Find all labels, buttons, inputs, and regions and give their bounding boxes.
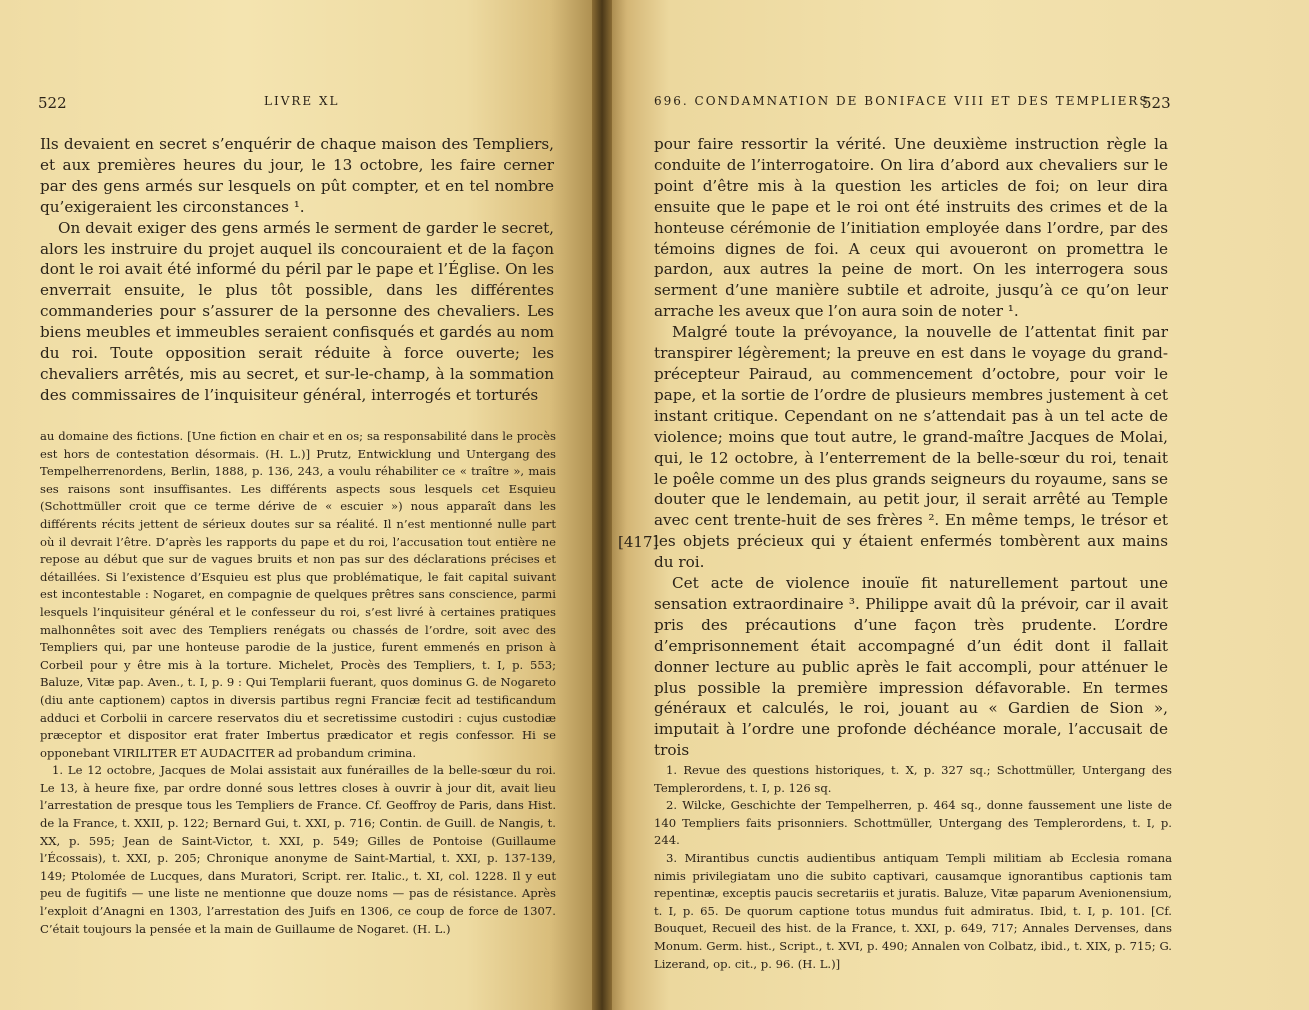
right-footnote-3: 3. Mirantibus cunctis audientibus antiquam Templi militiam ab Ecclesia romana nimis privilegiatam uno die subito captivari, causamque ignorantibus captionis tam repentinæ, exceptis paucis secretariis et juratis. Baluze, Vitæ paparum Avenionensium, t. I, p. 65. De quorum captione totus mundus fuit admiratus. Ibid, t. I, p. 101. [Cf. Bouquet, Recueil des hist. de la France, t. XXI, p. 649, 717; Annales Dervenses, dans Monum. Germ. hist., Script., t. XVI, p. 490; Annalen von Colbatz, ibid., t. XIX, p. 715; G. Lizerand, op. cit., p. 96. (H. L.)] bbox=[654, 850, 1172, 971]
right-body-text bbox=[654, 134, 1168, 761]
left-body-text bbox=[40, 134, 554, 406]
right-page bbox=[606, 0, 1309, 1010]
right-footnote-1: 1. Revue des questions historiques, t. X, p. 327 sq.; Schottmüller, Untergang des Templerordens, t. I, p. 126 sq. bbox=[654, 763, 1172, 795]
right-footnote-2: 2. Wilcke, Geschichte der Tempelherren, p. 464 sq., donne faussement une liste de 140 Templiers faits prisonniers. Schottmüller, Untergang des Templerordens, t. I, p. 244. bbox=[654, 798, 1172, 848]
margin-page-reference: [417] bbox=[618, 533, 659, 551]
right-paragraph-2: Malgré toute la prévoyance, la nouvelle de l’attentat finit par transpirer légèrement; la preuve en est dans le voyage du grand-précepteur Pairaud, au commencement d’octobre, pour voir le pape, et la sortie de l’ordre de plusieurs membres justement à cet instant critique. Cependant on ne s’attendait pas à un tel acte de violence; moins que tout autre, le grand-maître Jacques de Molai, qui, le 12 octobre, à l’enterrement de la belle-sœur du roi, tenait le poêle comme un des plus grands seigneurs du royaume, sans se douter que le lendemain, au petit jour, il serait arrêté au Temple avec cent trente-huit de ses frères ². En même temps, le trésor et les objets précieux qui y étaient enfermés tombèrent aux mains du roi. bbox=[654, 323, 1168, 572]
book-gutter bbox=[592, 0, 612, 1010]
right-paragraph-1: pour faire ressortir la vérité. Une deuxième instruction règle la conduite de l’interrogatoire. On lira d’abord aux chevaliers sur le point d’être mis à la question les articles de foi; on leur dira ensuite que le pape et le roi ont été instruits des crimes et de la honteuse cérémonie de l’initiation employée dans l’ordre, par des témoins dignes de foi. A ceux qui avoueront on promettra le pardon, aux autres la peine de mort. On les interrogera sous serment d’une manière subtile et adroite, jusqu’à ce qu’on leur arrache les aveux que l’on aura soin de noter ¹. bbox=[654, 135, 1168, 321]
left-footnote-continued: au domaine des fictions. [Une fiction en chair et en os; sa responsabilité dans le procès est hors de contestation désormais. (H. L.)] Prutz, Entwicklung und Untergang des Tempelherrenordens, Berlin, 1888, p. 136, 243, a voulu réhabiliter ce « traître », mais ses raisons sont insuffisantes. Les différents aspects sous lesquels cet Esquieu (Schottmüller croit que ce terme dérive de « escuier ») nous apparaît dans les différents récits jettent de sérieux doutes sur sa réalité. Il n’est mentionné nulle part où il devrait l’être. D’après les rapports du pape et du roi, l’accusation tout entière ne repose au début que sur de vagues bruits et non pas sur des déclarations précises et détaillées. Si l’existence d’Esquieu est plus que problématique, le fait capital suivant est incontestable : Nogaret, en compagnie de quelques prêtres sans conscience, parmi lesquels l’inquisiteur général et le confesseur du roi, s’est livré à certaines pratiques malhonnêtes soit avec des Templiers renégats ou chassés de l’ordre, soit avec des Templiers qui, par une honteuse parodie de la justice, furent emmenés en prison à Corbeil pour y être mis à la torture. Michelet, Procès des Templiers, t. I, p. 553; Baluze, Vitæ pap. Aven., t. I, p. 9 : Qui Templarii fuerant, quos dominus G. de Nogareto (diu ante captionem) captos in diversis partibus regni Franciæ fecit ad testificandum adduci et Corbolii in carcere reservatos diu et secretissime custodiri : cujus custodiæ præceptor et dispositor erat frater Imbertus prædicator et regis confessor. Hi se opponebant VIRILITER ET AUDACITER ad probandum crimina. bbox=[40, 429, 556, 760]
left-footnote-1: 1. Le 12 octobre, Jacques de Molai assistait aux funérailles de la belle-sœur du roi. Le 13, à heure fixe, par ordre donné sous lettres closes à ouvrir à jour dit, avait lieu l’arrestation de presque tous les Templiers de France. Cf. Geoffroy de Paris, dans Hist. de la France, t. XXII, p. 122; Bernard Gui, t. XXI, p. 716; Contin. de Guill. de Nangis, t. XX, p. 595; Jean de Saint-Victor, t. XXI, p. 549; Gilles de Pontoise (Guillaume l’Écossais), t. XXI, p. 205; Chronique anonyme de Saint-Martial, t. XXI, p. 137-139, 149; Ptolomée de Lucques, dans Muratori, Script. rer. Italic., t. XI, col. 1228. Il y eut peu de fugitifs — une liste ne mentionne que douze noms — pas de résistance. Après l’exploit d’Anagni en 1303, l’arrestation des Juifs en 1306, ce coup de force de 1307. C’était toujours la pensée et la main de Guillaume de Nogaret. (H. L.) bbox=[40, 763, 556, 936]
right-page-number: 523 bbox=[1142, 94, 1171, 112]
right-running-head: 696. CONDAMNATION DE BONIFACE VIII ET DES TEMPLIERS bbox=[654, 94, 1150, 108]
left-footnotes bbox=[40, 428, 556, 938]
left-page-number: 522 bbox=[38, 94, 67, 112]
left-page bbox=[0, 0, 598, 1010]
right-paragraph-3: Cet acte de violence inouïe fit naturellement partout une sensation extraordinaire ³. Philippe avait dû la prévoir, car il avait pris des précautions d’une façon très prudente. L’ordre d’emprisonnement était accompagné d’un édit dont il fallait donner lecture au public après le fait accompli, pour atténuer le plus possible la première impression défavorable. En termes généraux et calculés, le roi, jouant au « Gardien de Sion », imputait à l’ordre une profonde déchéance morale, l’accusait de trois bbox=[654, 574, 1168, 760]
left-paragraph-1: Ils devaient en secret s’enquérir de chaque maison des Templiers, et aux premières heures du jour, le 13 octobre, les faire cerner par des gens armés sur lesquels on pût compter, et en tel nombre qu’exigeraient les circonstances ¹. bbox=[40, 135, 554, 216]
right-footnotes bbox=[654, 762, 1172, 973]
left-running-head: LIVRE XL bbox=[264, 94, 340, 108]
left-paragraph-2: On devait exiger des gens armés le serment de garder le secret, alors les instruire du projet auquel ils concouraient et de la façon dont le roi avait été informé du péril par le pape et l’Église. On les enverrait ensuite, le plus tôt possible, dans les différentes commanderies pour s’assurer de la personne des chevaliers. Les biens meubles et immeubles seraient confisqués et gardés au nom du roi. Toute opposition serait réduite à force ouverte; les chevaliers arrêtés, mis au secret, et sur-le-champ, à la sommation des commissaires de l’inquisiteur général, interrogés et torturés bbox=[40, 218, 554, 404]
